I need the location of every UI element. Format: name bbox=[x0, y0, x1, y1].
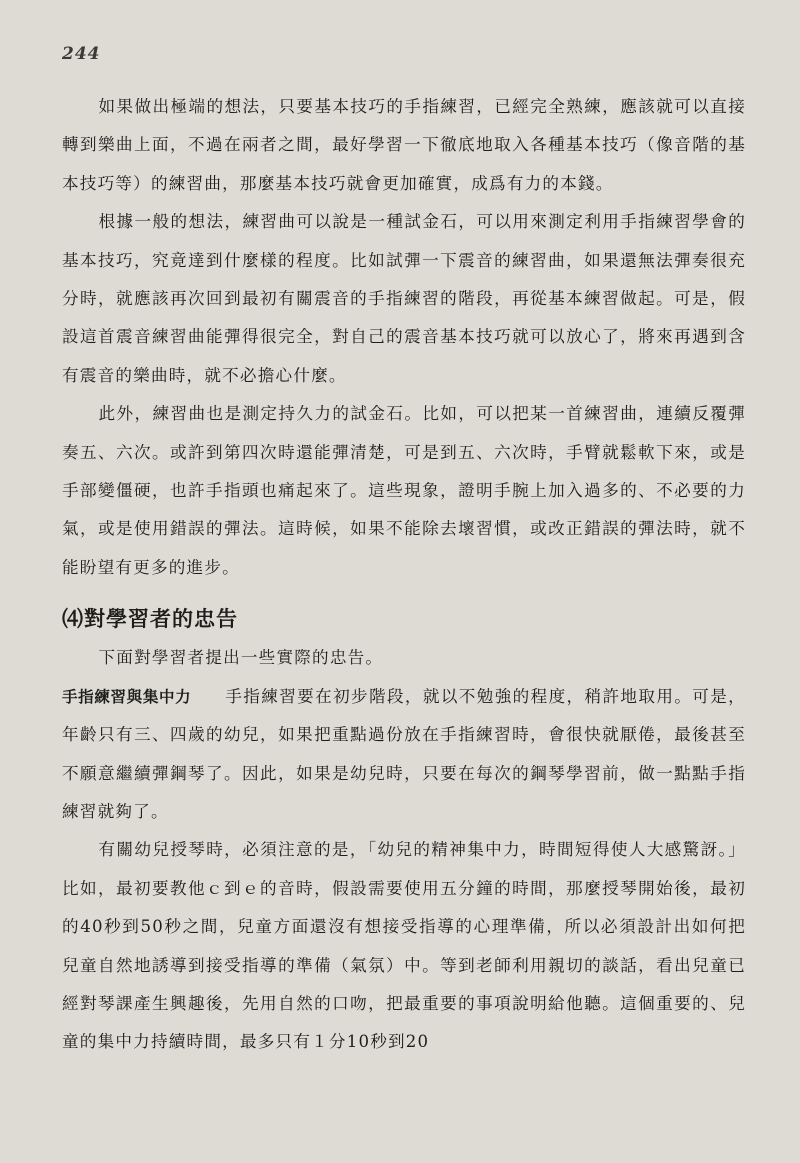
paragraph-4: 下面對學習者提出一些實際的忠告。 bbox=[98, 648, 384, 668]
paragraph-3: 此外，練習曲也是測定持久力的試金石。比如，可以把某一首練習曲，連續反覆彈奏五、六次。或許到第四次時還能彈清楚，可是到五、六次時，手臂就鬆軟下來，或是手部變僵硬，也許手指頭也痛起來了。這些現象，證明手腕上加入過多的、不必要的力氣，或是使用錯誤的彈法。這時候，如果不能除去壞習慣，或改正錯誤的彈法時，就不能盼望有更多的進步。 bbox=[62, 404, 746, 577]
section-heading: ⑷對學習者的忠告 bbox=[62, 607, 238, 632]
page-body bbox=[62, 88, 746, 1062]
paragraph-6: 有關幼兒授琴時，必須注意的是，「幼兒的精神集中力，時間短得使人大感驚訝。」比如，最初要教他ｃ到ｅ的音時，假設需要使用五分鐘的時間，那麼授琴開始後，最初的40秒到50秒之間，兒童方面還沒有想接受指導的心理準備，所以必須設計出如何把兒童自然地誘導到接受指導的準備（氣氛）中。等到老師利用親切的談話，看出兒童已經對琴課產生興趣後，先用自然的口吻，把最重要的事項說明給他聽。這個重要的、兒童的集中力持續時間，最多只有１分10秒到20 bbox=[62, 840, 746, 1052]
paragraph-2: 根據一般的想法，練習曲可以說是一種試金石，可以用來測定利用手指練習學會的基本技巧，究竟達到什麼樣的程度。比如試彈一下震音的練習曲，如果還無法彈奏很充分時，就應該再次回到最初有關震音的手指練習的階段，再從基本練習做起。可是，假設這首震音練習曲能彈得很完全，對自己的震音基本技巧就可以放心了，將來再遇到含有震音的樂曲時，就不必擔心什麼。 bbox=[62, 212, 746, 385]
page-number: 244 bbox=[62, 44, 101, 64]
paragraph-5-text: 手指練習要在初步階段，就以不勉強的程度，稍許地取用。可是，年齡只有三、四歲的幼兒，如果把重點過份放在手指練習時，會很快就厭倦，最後甚至不願意繼續彈鋼琴了。因此，如果是幼兒時，只要在每次的鋼琴學習前，做一點點手指練習就夠了。 bbox=[62, 686, 746, 821]
paragraph-5 bbox=[62, 678, 746, 832]
subsection-heading: 手指練習與集中力 bbox=[62, 687, 192, 706]
paragraph-1: 如果做出極端的想法，只要基本技巧的手指練習，已經完全熟練，應該就可以直接轉到樂曲上面，不過在兩者之間，最好學習一下徹底地取入各種基本技巧（像音階的基本技巧等）的練習曲，那麼基本技巧就會更加確實，成爲有力的本錢。 bbox=[62, 97, 746, 193]
